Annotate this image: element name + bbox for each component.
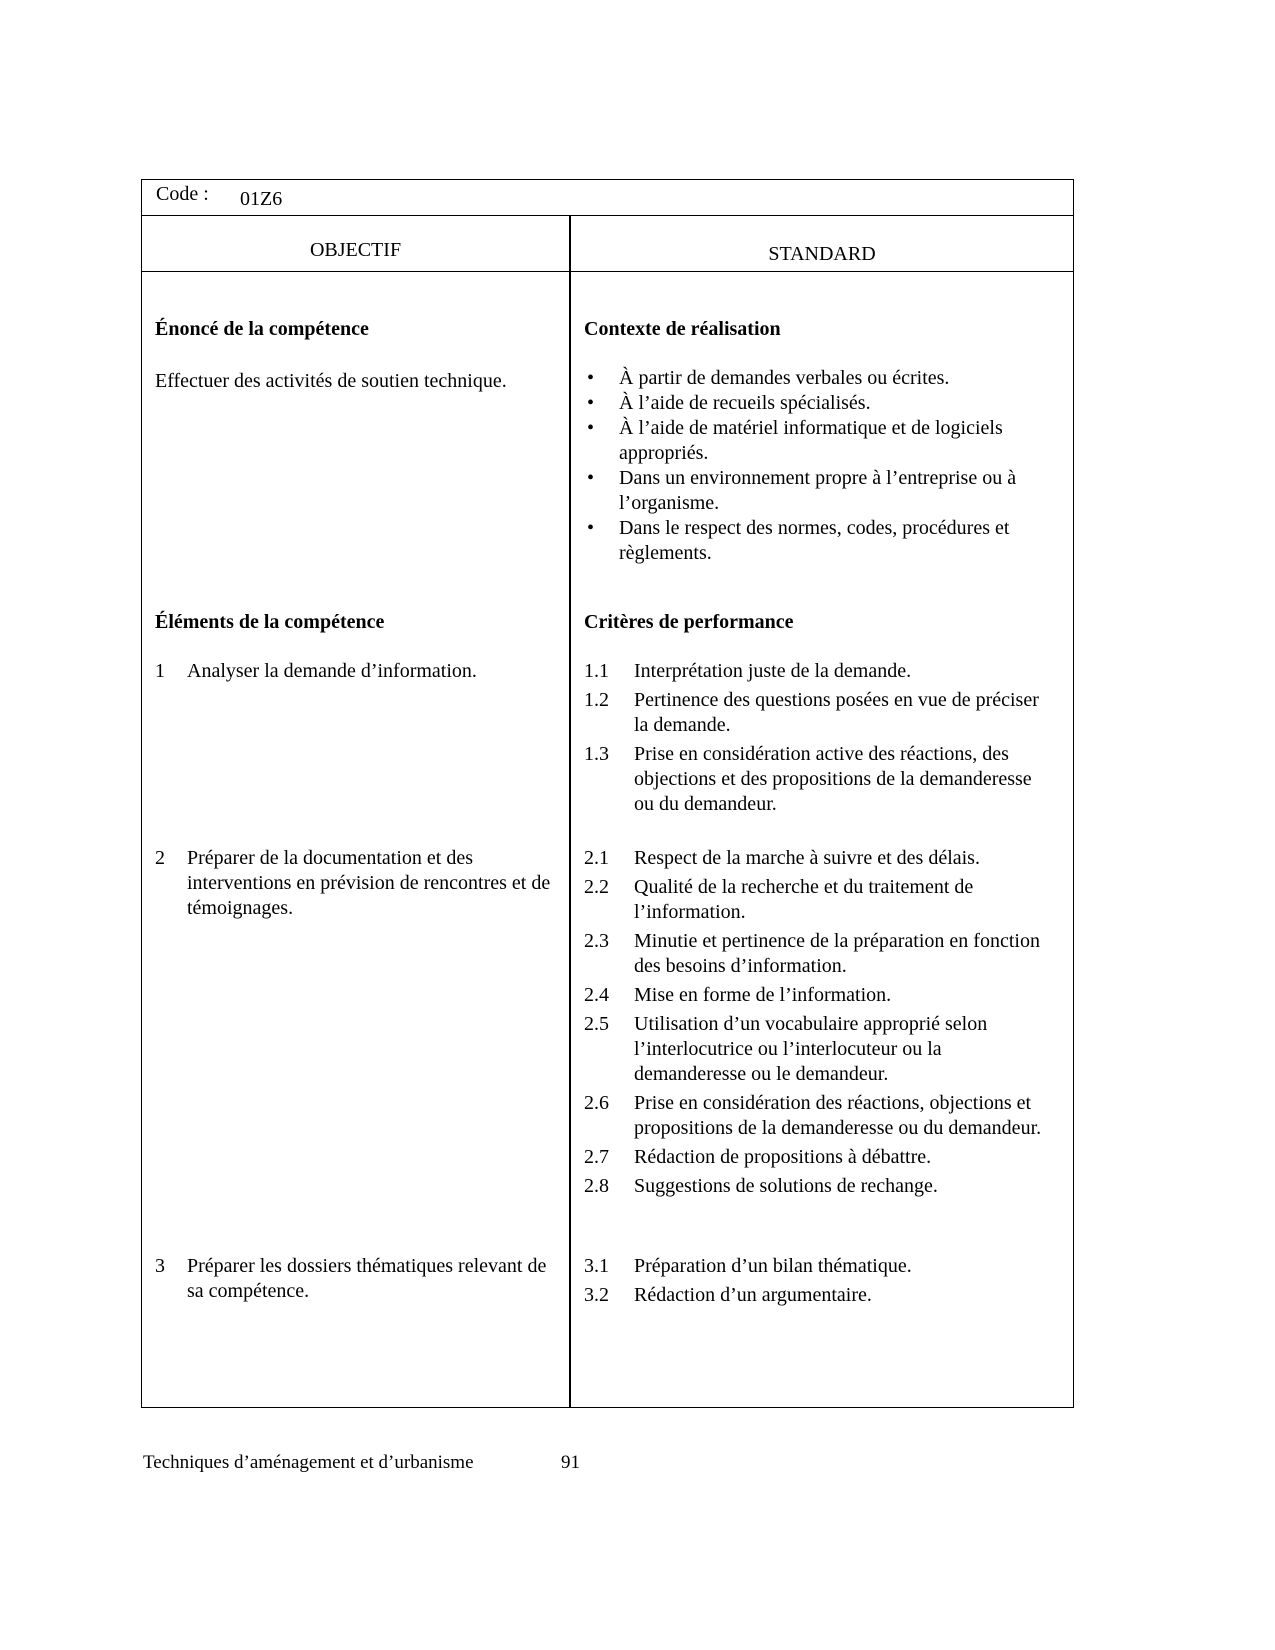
element-item: [155, 1254, 560, 1304]
element-text: Préparer les dossiers thématiques relevant de sa compétence.: [187, 1255, 547, 1302]
element-number: 2: [155, 847, 165, 869]
critere-number: 2.5: [584, 1013, 609, 1035]
element-text: Préparer de la documentation et des interventions en prévision de rencontres et de témoignages.: [187, 847, 551, 919]
footer-title: Techniques d’aménagement et d’urbanisme: [143, 1452, 474, 1473]
bullet-icon: •: [587, 517, 595, 539]
criteres-group-1: [584, 659, 1054, 821]
critere-item: [584, 929, 1054, 979]
contexte-item: [584, 416, 1054, 466]
code-value: 01Z6: [240, 188, 283, 210]
bullet-icon: •: [587, 417, 595, 439]
critere-item: [584, 1283, 1054, 1308]
critere-item: [584, 1174, 1054, 1199]
critere-text: Utilisation d’un vocabulaire approprié selon l’interlocutrice ou l’interlocuteur ou la demanderesse ou le demandeur.: [634, 1013, 988, 1085]
critere-text: Minutie et pertinence de la préparation en fonction des besoins d’information.: [634, 930, 1040, 977]
divider: [141, 215, 1074, 216]
contexte-item: [584, 366, 1054, 391]
page-number: 91: [561, 1452, 580, 1473]
criteres-group-3: [584, 1254, 1054, 1312]
critere-text: Respect de la marche à suivre et des délais.: [634, 847, 980, 869]
critere-item: [584, 659, 1054, 684]
critere-item: [584, 688, 1054, 738]
critere-item: [584, 983, 1054, 1008]
critere-text: Prise en considération active des réactions, des objections et des propositions de la demanderesse ou du demandeur.: [634, 743, 1032, 815]
contexte-text: À partir de demandes verbales ou écrites.: [619, 367, 950, 389]
contexte-item: [584, 391, 1054, 416]
contexte-text: À l’aide de matériel informatique et de logiciels appropriés.: [619, 417, 1003, 464]
contexte-item: [584, 466, 1054, 516]
bullet-icon: •: [587, 467, 595, 489]
column-divider: [569, 216, 571, 1408]
critere-item: [584, 875, 1054, 925]
bullet-icon: •: [587, 392, 595, 414]
header-objectif: OBJECTIF: [309, 239, 402, 261]
critere-item: [584, 1091, 1054, 1141]
critere-number: 2.3: [584, 930, 609, 952]
contexte-text: Dans un environnement propre à l’entreprise ou à l’organisme.: [619, 467, 1017, 514]
critere-text: Rédaction de propositions à débattre.: [634, 1146, 932, 1168]
critere-number: 2.7: [584, 1146, 609, 1168]
critere-text: Pertinence des questions posées en vue de préciser la demande.: [634, 689, 1039, 736]
criteres-title: Critères de performance: [584, 611, 794, 633]
critere-number: 2.8: [584, 1175, 609, 1197]
critere-text: Qualité de la recherche et du traitement de l’information.: [634, 876, 974, 923]
element-text: Analyser la demande d’information.: [187, 660, 477, 682]
contexte-title: Contexte de réalisation: [584, 318, 781, 340]
element-number: 3: [155, 1255, 165, 1277]
critere-number: 2.1: [584, 847, 609, 869]
header-standard: STANDARD: [768, 243, 876, 265]
critere-text: Suggestions de solutions de rechange.: [634, 1175, 938, 1197]
code-label: Code :: [156, 183, 209, 205]
critere-number: 2.2: [584, 876, 609, 898]
critere-item: [584, 1012, 1054, 1087]
critere-number: 1.1: [584, 660, 609, 682]
bullet-icon: •: [587, 367, 595, 389]
critere-text: Préparation d’un bilan thématique.: [634, 1255, 912, 1277]
critere-item: [584, 1254, 1054, 1279]
critere-item: [584, 742, 1054, 817]
critere-number: 3.1: [584, 1255, 609, 1277]
element-number: 1: [155, 660, 165, 682]
criteres-group-2: [584, 846, 1054, 1203]
enonce-title: Énoncé de la compétence: [155, 318, 369, 340]
critere-text: Rédaction d’un argumentaire.: [634, 1284, 872, 1306]
critere-text: Mise en forme de l’information.: [634, 984, 892, 1006]
critere-number: 1.2: [584, 689, 609, 711]
element-item: [155, 846, 560, 921]
critere-number: 3.2: [584, 1284, 609, 1306]
critere-number: 2.4: [584, 984, 609, 1006]
critere-text: Prise en considération des réactions, objections et propositions de la demanderesse ou du demandeur.: [634, 1092, 1042, 1139]
critere-text: Interprétation juste de la demande.: [634, 660, 912, 682]
critere-number: 1.3: [584, 743, 609, 765]
critere-number: 2.6: [584, 1092, 609, 1114]
contexte-item: [584, 516, 1054, 566]
critere-item: [584, 1145, 1054, 1170]
contexte-list: [584, 366, 1054, 566]
enonce-text: Effectuer des activités de soutien technique.: [155, 370, 507, 392]
element-item: [155, 659, 560, 684]
contexte-text: À l’aide de recueils spécialisés.: [619, 392, 871, 414]
elements-title: Éléments de la compétence: [155, 611, 385, 633]
critere-item: [584, 846, 1054, 871]
contexte-text: Dans le respect des normes, codes, procédures et règlements.: [619, 517, 1010, 564]
divider: [141, 271, 1074, 272]
